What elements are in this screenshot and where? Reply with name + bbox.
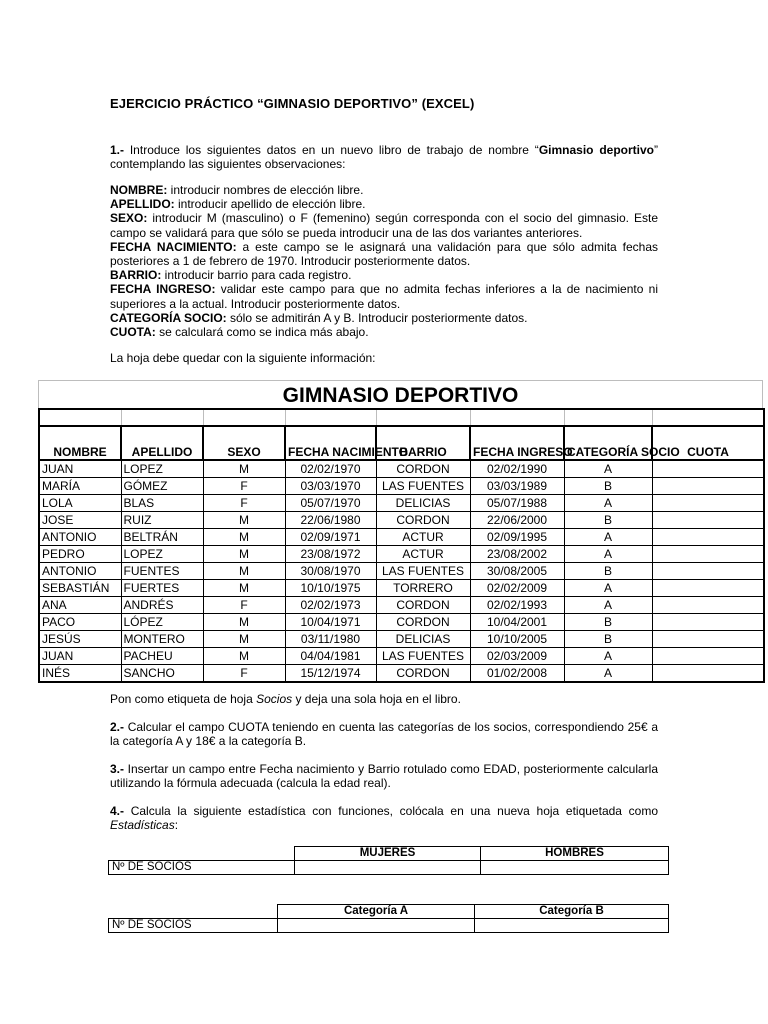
table-cell: M <box>203 563 285 580</box>
table-cell: A <box>564 580 652 597</box>
empty-cell <box>376 409 470 426</box>
table-row <box>39 546 764 563</box>
table-row <box>39 478 764 495</box>
table-cell: M <box>203 512 285 529</box>
table-row <box>39 512 764 529</box>
table-cell: TORRERO <box>376 580 470 597</box>
field-description: introducir M (masculino) o F (femenino) según corresponda con el socio del gimnasio. Este campo se validará para que sólo se pueda introducir una de las dos variantes anteriores. <box>110 211 658 240</box>
step2-paragraph: 2.- Calcular el campo CUOTA teniendo en cuenta las categorías de los socios, correspondiendo 25€ a la categoría A y 18€ a la categoría B. <box>110 720 658 748</box>
row-label-num-socios: Nº DE SOCIOS <box>109 861 295 875</box>
field-definition <box>110 197 658 211</box>
table-cell: JUAN <box>39 648 121 665</box>
table-cell: MARÍA <box>39 478 121 495</box>
step-number: 1.- <box>110 143 125 157</box>
field-description: validar este campo para que no admita fechas inferiores a la de nacimiento ni superiores a la actual. Introducir posteriormente datos. <box>110 282 658 311</box>
table-cell: LAS FUENTES <box>376 478 470 495</box>
table-cell: SEBASTIÁN <box>39 580 121 597</box>
table-cell: M <box>203 648 285 665</box>
table-cell: 23/08/2002 <box>470 546 564 563</box>
field-description: introducir barrio para cada registro. <box>161 268 352 283</box>
cell-categoria-b <box>475 919 669 933</box>
table-cell: M <box>203 529 285 546</box>
field-definitions <box>110 183 658 339</box>
table-cell: PEDRO <box>39 546 121 563</box>
table-cell <box>652 648 764 665</box>
cell-hombres <box>481 861 669 875</box>
empty-cell <box>564 409 652 426</box>
table-cell: 30/08/1970 <box>285 563 376 580</box>
sheet-label-estadisticas: Estadísticas <box>110 818 175 832</box>
table-cell: ACTUR <box>376 546 470 563</box>
table-cell: FUERTES <box>121 580 203 597</box>
table-cell: 15/12/1974 <box>285 665 376 683</box>
table-row <box>39 495 764 512</box>
table-cell: 02/02/1970 <box>285 460 376 478</box>
field-description: introducir nombres de elección libre. <box>167 183 364 197</box>
table-cell: SANCHO <box>121 665 203 683</box>
table-cell: ANTONIO <box>39 563 121 580</box>
field-definition <box>110 240 658 268</box>
column-header: CATEGORÍA SOCIO <box>564 426 652 460</box>
field-label: FECHA INGRESO: <box>110 282 216 297</box>
empty-cell <box>39 409 121 426</box>
table-cell <box>652 631 764 648</box>
table-cell <box>652 478 764 495</box>
table-cell <box>652 546 764 563</box>
table-cell: A <box>564 648 652 665</box>
sheet-label-socios: Socios <box>256 692 293 706</box>
stats-category-table <box>108 904 669 933</box>
table-cell: M <box>203 460 285 478</box>
stats-sex-table <box>108 846 669 875</box>
table-cell: ACTUR <box>376 529 470 546</box>
table-cell: 10/04/1971 <box>285 614 376 631</box>
table-cell <box>652 665 764 683</box>
table-cell: 03/11/1980 <box>285 631 376 648</box>
table-cell: CORDON <box>376 614 470 631</box>
table-cell: 02/09/1995 <box>470 529 564 546</box>
table-cell: RUIZ <box>121 512 203 529</box>
hoja-paragraph: La hoja debe quedar con la siguiente información: <box>110 351 376 365</box>
table-cell: 05/07/1988 <box>470 495 564 512</box>
table-cell: 02/02/1990 <box>470 460 564 478</box>
step3-paragraph: 3.- Insertar un campo entre Fecha nacimiento y Barrio rotulado como EDAD, posteriormente calcularla utilizando la fórmula adecuada (calcula la edad real). <box>110 762 658 790</box>
table-cell: LAS FUENTES <box>376 563 470 580</box>
table-cell: M <box>203 546 285 563</box>
table-cell <box>652 563 764 580</box>
table-cell: A <box>564 665 652 683</box>
row-label-num-socios: Nº DE SOCIOS <box>109 919 278 933</box>
table-cell: 03/03/1970 <box>285 478 376 495</box>
table-cell: BELTRÁN <box>121 529 203 546</box>
table-cell: 02/02/1993 <box>470 597 564 614</box>
table-cell: JESÚS <box>39 631 121 648</box>
table-cell: PACHEU <box>121 648 203 665</box>
column-header: NOMBRE <box>39 426 121 460</box>
table-cell: CORDON <box>376 460 470 478</box>
table-cell <box>652 580 764 597</box>
header-categoria-b: Categoría B <box>475 905 669 919</box>
workbook-name: Gimnasio deportivo <box>538 143 654 157</box>
table-cell: LOLA <box>39 495 121 512</box>
header-row <box>39 426 764 460</box>
field-label: CATEGORÍA SOCIO: <box>110 310 227 325</box>
table-cell: ANTONIO <box>39 529 121 546</box>
field-definition <box>110 282 658 310</box>
table-cell: 10/04/2001 <box>470 614 564 631</box>
empty-cell <box>203 409 285 426</box>
table-cell: M <box>203 631 285 648</box>
table-cell: 10/10/2005 <box>470 631 564 648</box>
cell-mujeres <box>295 861 481 875</box>
field-definition <box>110 183 658 197</box>
table-cell: B <box>564 614 652 631</box>
table-cell: CORDON <box>376 665 470 683</box>
table-cell: 23/08/1972 <box>285 546 376 563</box>
table-cell: A <box>564 529 652 546</box>
table-cell: MONTERO <box>121 631 203 648</box>
column-header: APELLIDO <box>121 426 203 460</box>
table-cell: A <box>564 495 652 512</box>
table-cell: JUAN <box>39 460 121 478</box>
table-cell: ANA <box>39 597 121 614</box>
field-label: CUOTA: <box>110 325 156 340</box>
table-cell: GÓMEZ <box>121 478 203 495</box>
table-row <box>39 648 764 665</box>
table-cell: 05/07/1970 <box>285 495 376 512</box>
field-definition <box>110 268 658 282</box>
intro-paragraph: 1.- Introduce los siguientes datos en un nuevo libro de trabajo de nombre “Gimnasio deportivo” contemplando las siguientes observaciones: <box>110 143 658 171</box>
header-hombres: HOMBRES <box>481 847 669 861</box>
field-label: SEXO: <box>110 211 148 226</box>
field-description: sólo se admitirán A y B. Introducir posteriormente datos. <box>226 310 528 325</box>
table-cell: M <box>203 614 285 631</box>
table-cell: CORDON <box>376 597 470 614</box>
table-cell: LOPEZ <box>121 460 203 478</box>
column-header: CUOTA <box>652 426 764 460</box>
empty-cell <box>285 409 376 426</box>
table-cell: PACO <box>39 614 121 631</box>
table-row <box>39 563 764 580</box>
table-cell: 02/02/1973 <box>285 597 376 614</box>
table-cell: B <box>564 512 652 529</box>
etiqueta-paragraph: Pon como etiqueta de hoja Socios y deja una sola hoja en el libro. <box>110 692 461 706</box>
field-definition <box>110 311 658 325</box>
table-cell: B <box>564 563 652 580</box>
table-cell: LÓPEZ <box>121 614 203 631</box>
table-row <box>39 614 764 631</box>
table-row <box>39 580 764 597</box>
sheet-title: GIMNASIO DEPORTIVO <box>282 384 519 407</box>
table-cell: A <box>564 597 652 614</box>
table-cell: BLAS <box>121 495 203 512</box>
table-cell: 02/09/1971 <box>285 529 376 546</box>
blank-row <box>39 409 764 426</box>
table-cell <box>652 512 764 529</box>
table-row <box>39 529 764 546</box>
data-grid <box>38 408 765 683</box>
header-categoria-a: Categoría A <box>278 905 475 919</box>
field-label: FECHA NACIMIENTO: <box>110 239 237 254</box>
table-cell <box>652 460 764 478</box>
field-definition <box>110 211 658 239</box>
table-cell: 02/02/2009 <box>470 580 564 597</box>
table-cell: FUENTES <box>121 563 203 580</box>
table-cell <box>652 529 764 546</box>
table-cell: JOSE <box>39 512 121 529</box>
table-cell: M <box>203 580 285 597</box>
field-definition <box>110 325 658 339</box>
table-cell: ANDRÉS <box>121 597 203 614</box>
table-cell: 22/06/2000 <box>470 512 564 529</box>
table-row <box>39 665 764 683</box>
field-label: NOMBRE: <box>110 183 168 197</box>
table-cell: 04/04/1981 <box>285 648 376 665</box>
table-cell: 02/03/2009 <box>470 648 564 665</box>
field-description: se calculará como se indica más abajo. <box>155 325 369 340</box>
column-header: SEXO <box>203 426 285 460</box>
empty-cell <box>652 409 764 426</box>
spreadsheet-table <box>38 380 763 680</box>
table-cell: F <box>203 495 285 512</box>
table-cell: 22/06/1980 <box>285 512 376 529</box>
field-label: BARRIO: <box>110 268 162 283</box>
step4-paragraph: 4.- Calcula la siguiente estadística con funciones, colócala en una nueva hoja etiquetada como Estadísticas: <box>110 804 658 832</box>
table-cell: LAS FUENTES <box>376 648 470 665</box>
sheet-title-frame <box>38 380 763 410</box>
field-label: APELLIDO: <box>110 197 175 212</box>
table-cell: F <box>203 665 285 683</box>
column-header: FECHA INGRESO <box>470 426 564 460</box>
empty-cell <box>121 409 203 426</box>
field-description: introducir apellido de elección libre. <box>174 197 366 212</box>
cell-categoria-a <box>278 919 475 933</box>
table-row <box>39 460 764 478</box>
table-cell <box>652 597 764 614</box>
table-cell: DELICIAS <box>376 631 470 648</box>
table-cell: 01/02/2008 <box>470 665 564 683</box>
table-cell: 30/08/2005 <box>470 563 564 580</box>
table-cell: F <box>203 478 285 495</box>
table-cell: B <box>564 631 652 648</box>
column-header: BARRIO <box>376 426 470 460</box>
table-cell: B <box>564 478 652 495</box>
table-cell <box>652 614 764 631</box>
column-header: FECHA NACIMIENTO <box>285 426 376 460</box>
table-row <box>39 631 764 648</box>
table-cell: F <box>203 597 285 614</box>
table-cell: 10/10/1975 <box>285 580 376 597</box>
empty-cell <box>470 409 564 426</box>
table-cell: CORDON <box>376 512 470 529</box>
table-row <box>39 597 764 614</box>
table-cell: LOPEZ <box>121 546 203 563</box>
document-title: EJERCICIO PRÁCTICO “GIMNASIO DEPORTIVO” (EXCEL) <box>110 96 475 111</box>
table-cell: A <box>564 546 652 563</box>
field-description: a este campo se le asignará una validación para que sólo admita fechas posteriores a 1 de febrero de 1970. Introducir posteriormente datos. <box>110 239 659 269</box>
header-mujeres: MUJERES <box>295 847 481 861</box>
table-cell <box>652 495 764 512</box>
table-cell: A <box>564 460 652 478</box>
table-cell: DELICIAS <box>376 495 470 512</box>
table-cell: 03/03/1989 <box>470 478 564 495</box>
table-cell: INÉS <box>39 665 121 683</box>
